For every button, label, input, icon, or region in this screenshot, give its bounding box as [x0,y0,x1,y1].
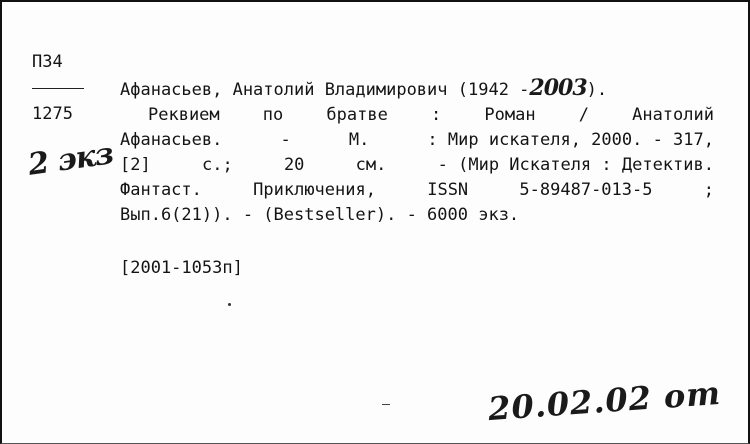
word: : Мир искателя, 2000. - 317, [427,130,714,150]
ink-speck [228,303,231,306]
ink-mark [382,404,390,405]
description-line-5: Вып.6(21)). - (Bestseller). - 6000 экз. [120,205,520,225]
shelf-mark: П34 [32,52,63,72]
description-line-4 [120,178,714,203]
bibliographic-description [120,76,714,228]
word: М. [348,130,370,150]
word: Фантаст. [120,180,202,200]
author-name: Афанасьев, Анатолий Владимирович (1942 - [120,80,530,100]
word: Реквием [148,105,220,125]
separator-line [32,88,84,89]
word: : [430,105,442,125]
description-line-2 [120,128,714,153]
word: по [262,105,284,125]
word: - [280,130,291,150]
author-heading [120,76,714,103]
word: 20 [283,155,305,175]
word: Афанасьев. [120,130,223,150]
card-number: 1275 [32,104,73,124]
word: [2] [120,155,151,175]
word: / [578,105,589,125]
handwritten-date: 20.02.02 от [486,373,723,429]
word: братве [326,105,388,125]
description-line-1 [120,103,714,128]
registration-number: [2001-1053п] [120,258,243,278]
heading-close: ). [586,80,608,100]
word: 5-89487-013-5 [519,180,653,200]
word: - (Мир Искателя : Детектив. [437,155,714,175]
word: Роман [484,105,536,125]
word: см. [355,155,387,175]
handwritten-death-year: 2003 [529,75,587,101]
word: ; [703,180,714,200]
description-line-3 [120,153,714,178]
word: ISSN [427,180,469,200]
word: Приключения, [253,180,376,200]
word: Анатолий [632,105,714,125]
word: с.; [201,155,233,175]
handwritten-copies-note: 2 экз [25,136,116,183]
